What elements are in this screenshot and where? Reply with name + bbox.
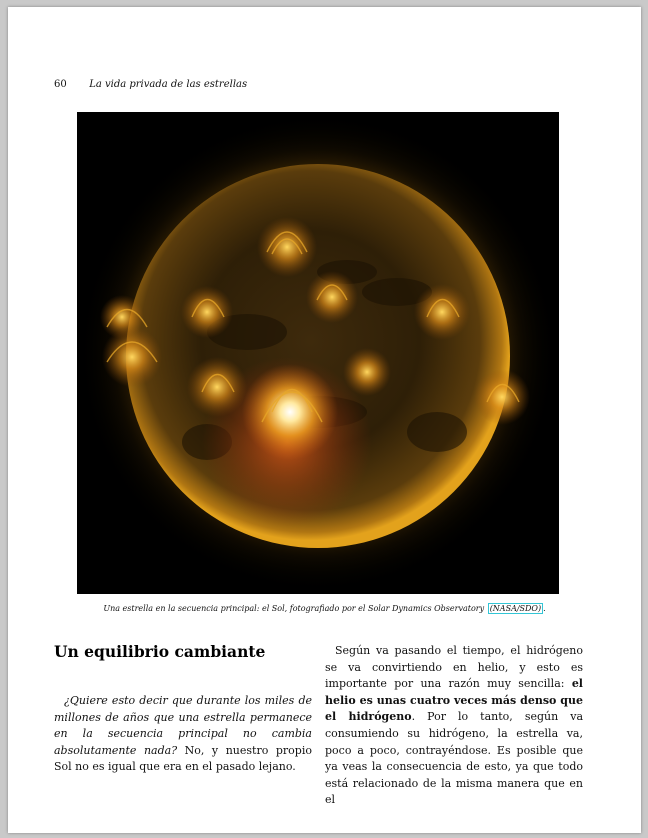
- bold-emphasis: el helio es unas cuatro veces más denso que el hidrógeno: [325, 677, 583, 724]
- left-column-paragraph: [54, 693, 312, 776]
- sun-photograph: [77, 112, 559, 594]
- section-heading: Un equilibrio cambiante: [54, 642, 266, 661]
- sun-image: [77, 112, 559, 594]
- page-number: 60: [54, 79, 67, 90]
- image-credit-link[interactable]: (NASA/SDO): [489, 604, 542, 613]
- paragraph-text-start: Según va pasando el tiempo, el hidrógeno se va convirtiendo en helio, y esto es importante por una razón muy sencilla:: [325, 644, 583, 691]
- right-column-paragraph: [325, 643, 583, 809]
- caption-end: .: [543, 604, 546, 613]
- running-header: [54, 79, 247, 90]
- answer-text: No, y nuestro propio Sol no es igual que era en el pasado lejano.: [54, 743, 312, 774]
- book-title: La vida privada de las estrellas: [89, 79, 248, 90]
- book-page: [8, 7, 641, 833]
- paragraph-text-end: . Por lo tanto, según va consumiendo su hidrógeno, la estrella va, poco a poco, contrayéndose. Es posible que ya veas la consecuencia de esto, ya que todo está relacionado de la misma manera que en el: [325, 710, 583, 807]
- caption-text: Una estrella en la secuencia principal: el Sol, fotografiado por el Solar Dynamics Observatory: [103, 604, 485, 613]
- question-text: ¿Quiere esto decir que durante los miles de millones de años que una estrella permanece en la secuencia principal no cambia absolutamente nada?: [54, 694, 312, 757]
- figure-caption: [8, 604, 641, 613]
